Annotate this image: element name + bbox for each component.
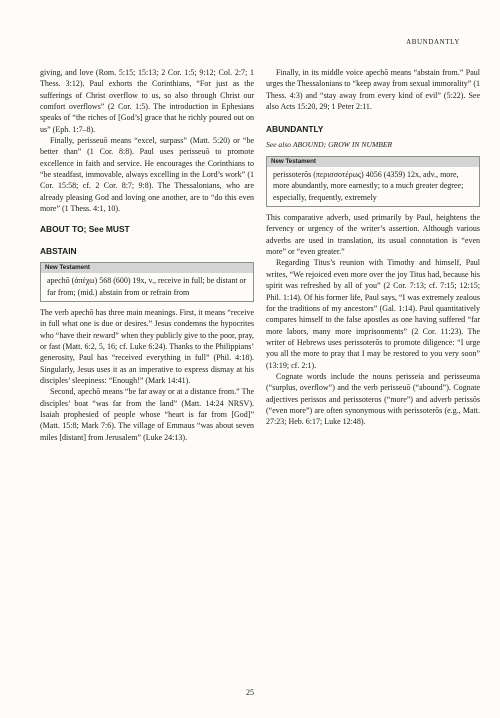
left-column	[40, 67, 254, 443]
paragraph: The verb apechō has three main meanings. First, it means “receive in full what one is due or desires.” Jesus condemns the hypocrites who “have their reward” when they publicly give to the poor, pray, or fast (Matt. 6:2, 5, 16; cf. Luke 6:24). Thanks to the Philippians’ generosity, Paul has “received everything in full” (Phil. 4:18). Singularly, Jesus uses it as an imperative to express dismay at his disciples’ sleepiness: “Enough!” (Mark 14:41).	[40, 307, 254, 385]
paragraph: Cognate words include the nouns perisseia and perisseuma (“surplus, overflow”) and the verb perisseuō (“abound”). Cognate adjectives perissos and perissoteros (“more”) and adverb perissōs (“even more”) are often synonymous with perissoterōs (e.g., Matt. 27:23; Heb. 6:17; Luke 12:48).	[266, 371, 480, 427]
testament-label: New Testament	[41, 263, 253, 273]
paragraph: Finally, in its middle voice apechō means “abstain from.” Paul urges the Thessalonians to “keep away from sexual immorality” (1 Thess. 4:3) and “stay away from every kind of evil” (5:22). See also Acts 15:20, 29; 1 Peter 2:11.	[266, 68, 480, 112]
lexical-entry: perissoterōs (περισσοτέρως) 4056 (4359) 12x, adv., more, more abundantly, more earnestly; to a much greater degree; especially, frequently, extremely	[273, 170, 464, 202]
entry-heading-abundantly: ABUNDANTLY	[266, 124, 324, 135]
paragraph: Second, apechō means “be far away or at a distance from.” The disciples’ boat “was far from the land” (Matt. 14:24 NRSV). Isaiah prophesied of people whose “heart is far from [God]” (Matt. 15:8; Mark 7:6). The village of Emmaus “was about seven miles [distant] from Jerusalem” (Luke 24:13).	[40, 387, 254, 442]
testament-entry-box	[266, 156, 480, 207]
paragraph: giving, and love (Rom. 5:15; 15:13; 2 Cor. 1:5; 9:12; Col. 2:7; 1 Thess. 3:12). Paul exhorts the Corinthians, “For just as the sufferings of Christ overflow to us, so also through Christ our comfort overflows” (2 Cor. 1:5). The introduction in Ephesians speaks of “the riches of [God’s] grace that he richly poured out on us” (Eph. 1:7–8).	[40, 68, 254, 134]
running-head: ABUNDANTLY	[406, 38, 460, 46]
right-column	[266, 67, 480, 428]
paragraph: Finally, perisseuō means “excel, surpass” (Matt. 5:20) or “be better than” (1 Cor. 8:8). Paul uses perisseuō to promote excellence in faith and service. He encourages the Corinthians to “be steadfast, immovable, always excelling in the Lord’s work” (1 Cor. 15:58; cf. 2 Cor. 8:7; 9:8). The Thessalonians, who are already pleasing God and loving one another, are to “do this even more” (1 Thess. 4:1, 10).	[40, 136, 254, 214]
testament-entry-box	[40, 262, 254, 302]
paragraph: This comparative adverb, used primarily by Paul, heightens the fervency or urgency of the writer’s assertion. Although various adverbs are used in translation, its usual connotation is “even more” or “even greater.”	[266, 213, 480, 257]
lexical-entry: apechō (ἀπέχω) 568 (600) 19x, v., receive in full; be distant or far from; (mid.) abstain from or refrain from	[47, 276, 247, 297]
entry-heading-about-to: ABOUT TO; See MUST	[40, 224, 130, 235]
testament-label: New Testament	[267, 157, 479, 167]
paragraph: Regarding Titus’s reunion with Timothy and himself, Paul writes, “We rejoiced even more over the joy Titus had, because his spirit was refreshed by all of you” (2 Cor. 7:13; cf. 7:15; 12:15; Phil. 1:14). Of his former life, Paul says, “I was extremely zealous for the traditions of my ancestors” (Gal. 1:14). Paul quantitatively compares himself to the false apostles as one having suffered “far more labors, many more imprisonments” (2 Cor. 11:23). The writer of Hebrews uses perissoterōs to promote diligence: “I urge you all the more to pray that I may be restored to you very soon” (13:19; cf. 2:1).	[266, 258, 480, 370]
entry-heading-abstain: ABSTAIN	[40, 245, 77, 256]
page-number: 25	[246, 688, 254, 697]
see-also-note: See also ABOUND; GROW IN NUMBER	[266, 139, 393, 149]
